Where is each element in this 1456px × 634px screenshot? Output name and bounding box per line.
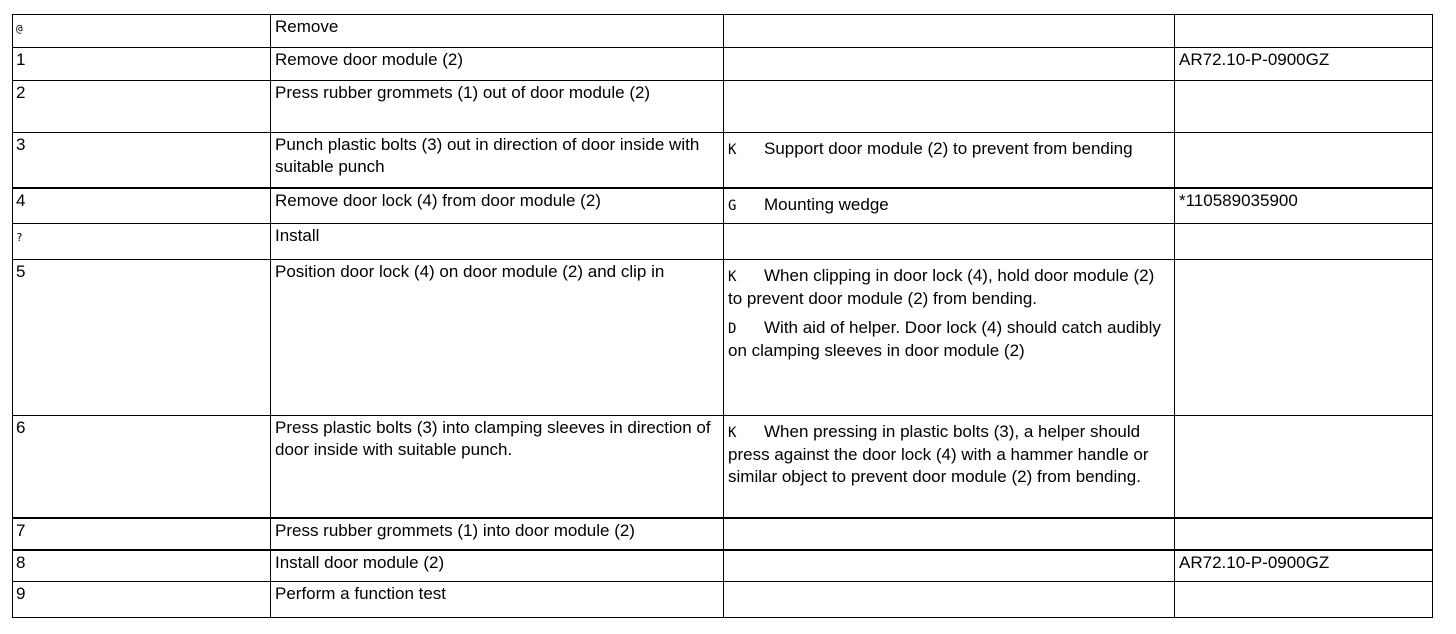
step-symbol: ? (16, 231, 23, 244)
reference-cell: *110589035900 (1175, 188, 1433, 224)
note (728, 194, 1170, 217)
action-cell: Remove (271, 15, 724, 48)
step-symbol: @ (16, 22, 23, 35)
notes-cell (724, 48, 1175, 81)
step-cell: 2 (13, 81, 271, 133)
action-cell: Press rubber grommets (1) into door module (2) (271, 518, 724, 550)
action-cell: Remove door lock (4) from door module (2) (271, 188, 724, 224)
step-cell: 7 (13, 518, 271, 550)
step-cell: 4 (13, 188, 271, 224)
action-cell: Install door module (2) (271, 550, 724, 582)
action-cell: Press plastic bolts (3) into clamping sleeves in direction of door inside with suitable punch. (271, 416, 724, 518)
reference-cell (1175, 81, 1433, 133)
reference-cell (1175, 15, 1433, 48)
note-symbol: K (728, 269, 737, 285)
note-symbol: D (728, 321, 737, 337)
note-text: When pressing in plastic bolts (3), a helper should press against the door lock (4) with a hammer handle or similar object to prevent door module (2) from bending. (728, 422, 1149, 486)
action-cell: Press rubber grommets (1) out of door module (2) (271, 81, 724, 133)
note-symbol: K (728, 425, 737, 441)
reference-cell (1175, 260, 1433, 416)
note (728, 265, 1170, 310)
notes-cell (724, 224, 1175, 260)
action-cell: Punch plastic bolts (3) out in direction of door inside with suitable punch (271, 133, 724, 188)
notes-cell (724, 260, 1175, 416)
notes-cell (724, 81, 1175, 133)
note-text: When clipping in door lock (4), hold door module (2) to prevent door module (2) from bending. (728, 266, 1155, 308)
table-row (13, 188, 1433, 224)
procedure-table (12, 14, 1433, 618)
note (728, 421, 1170, 488)
note-text: Support door module (2) to prevent from bending (764, 139, 1133, 158)
step-cell (13, 224, 271, 260)
step-cell (13, 15, 271, 48)
table-row (13, 48, 1433, 81)
notes-cell (724, 15, 1175, 48)
step-cell: 8 (13, 550, 271, 582)
reference-cell (1175, 224, 1433, 260)
notes-cell (724, 188, 1175, 224)
step-cell: 6 (13, 416, 271, 518)
action-cell: Install (271, 224, 724, 260)
step-cell: 3 (13, 133, 271, 188)
table-row (13, 582, 1433, 618)
notes-cell (724, 416, 1175, 518)
note-symbol: K (728, 142, 737, 158)
reference-cell (1175, 582, 1433, 618)
reference-cell: AR72.10-P-0900GZ (1175, 48, 1433, 81)
step-cell: 5 (13, 260, 271, 416)
table-row (13, 260, 1433, 416)
procedure-table-body (13, 15, 1433, 618)
table-row (13, 518, 1433, 550)
action-cell: Perform a function test (271, 582, 724, 618)
notes-cell (724, 550, 1175, 582)
table-row (13, 81, 1433, 133)
reference-cell (1175, 416, 1433, 518)
note-text: Mounting wedge (764, 194, 889, 214)
action-cell: Position door lock (4) on door module (2) and clip in (271, 260, 724, 416)
table-row (13, 133, 1433, 188)
table-row (13, 15, 1433, 48)
reference-cell (1175, 133, 1433, 188)
table-row (13, 416, 1433, 518)
note (728, 317, 1170, 362)
notes-cell (724, 582, 1175, 618)
note (728, 138, 1170, 161)
reference-cell (1175, 518, 1433, 550)
note-text: With aid of helper. Door lock (4) should catch audibly on clamping sleeves in door module (2) (728, 318, 1161, 360)
notes-cell (724, 133, 1175, 188)
table-row (13, 550, 1433, 582)
step-cell: 9 (13, 582, 271, 618)
step-cell: 1 (13, 48, 271, 81)
table-row (13, 224, 1433, 260)
action-cell: Remove door module (2) (271, 48, 724, 81)
note-symbol: G (728, 197, 737, 214)
notes-cell (724, 518, 1175, 550)
reference-cell: AR72.10-P-0900GZ (1175, 550, 1433, 582)
